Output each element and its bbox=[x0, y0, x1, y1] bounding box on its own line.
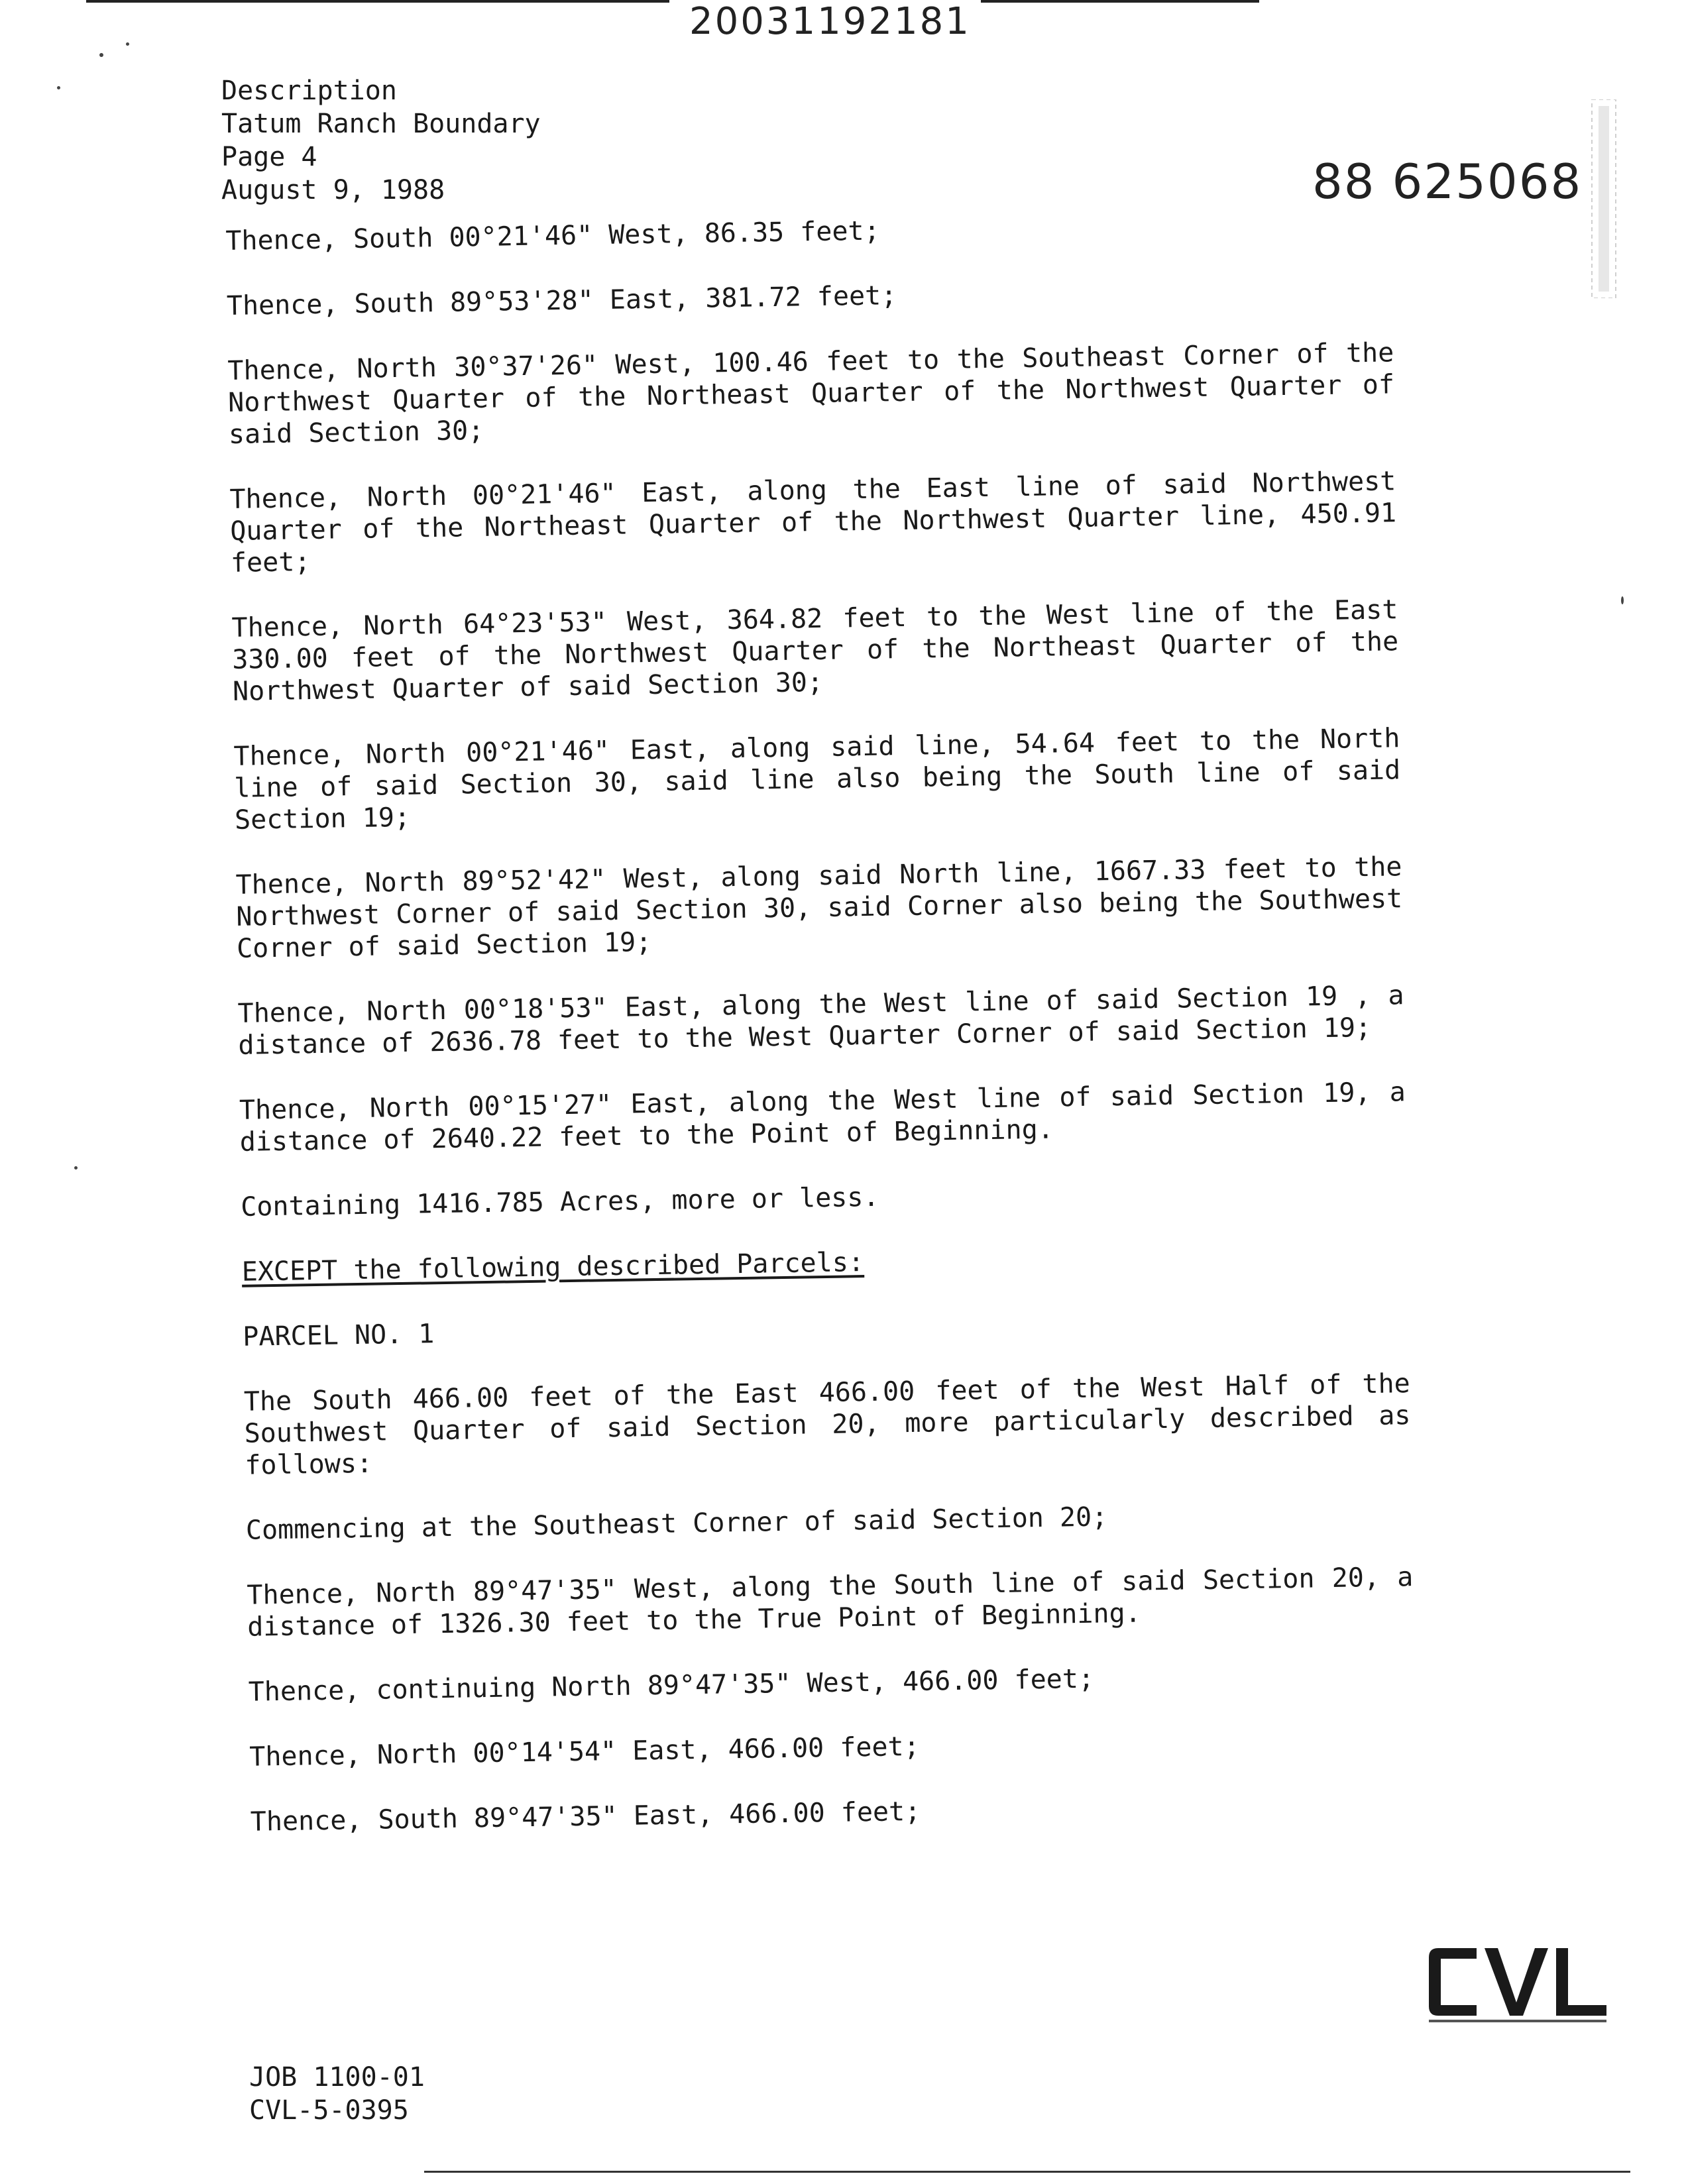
parcel-heading: PARCEL NO. 1 bbox=[242, 1319, 435, 1352]
top-rule-right bbox=[981, 0, 1259, 3]
parcel-paragraph: The South 466.00 feet of the East 466.00 feet of the West Half of the Southwest Quarter of said Section 20, more particularly described as follows: bbox=[243, 1368, 1411, 1481]
course-paragraph: Thence, North 00°15'27" East, along the West line of said Section 19, a distance of 2640.22 feet to the Point of Beginning. bbox=[239, 1077, 1406, 1158]
recording-number: 88 625068 bbox=[1312, 154, 1583, 209]
edge-stamp-mark bbox=[1588, 99, 1620, 298]
course-paragraph: Thence, North 89°52'42" West, along said North line, 1667.33 feet to the Northwest Corner of said Section 30, said Corner also being the Southwest Corner of said Section 19; bbox=[235, 851, 1403, 964]
except-heading: EXCEPT the following described Parcels: bbox=[241, 1247, 865, 1287]
header-block bbox=[221, 74, 541, 207]
parcel-paragraph: Commencing at the Southeast Corner of said Section 20; bbox=[245, 1502, 1108, 1546]
header-title: Tatum Ranch Boundary bbox=[221, 109, 541, 139]
scan-speck bbox=[126, 42, 129, 46]
document-number: 20031192181 bbox=[689, 0, 971, 43]
scan-speck bbox=[1621, 596, 1624, 604]
course-paragraph: Thence, North 00°21'46" East, along said line, 54.64 feet to the North line of said Section 30, said line also being the South line of said Section 19; bbox=[233, 723, 1401, 836]
acreage-statement: Containing 1416.785 Acres, more or less. bbox=[240, 1181, 879, 1223]
parcel-paragraph: Thence, South 89°47'35" East, 466.00 feet; bbox=[250, 1796, 921, 1837]
parcel-paragraph: Thence, continuing North 89°47'35" West, 466.00 feet; bbox=[248, 1663, 1095, 1708]
course-paragraph: Thence, North 64°23'53" West, 364.82 feet to the West line of the East 330.00 feet of the Northwest Quarter of the Northeast Quarter of the Northwest Quarter of said Section 30; bbox=[231, 594, 1399, 707]
header-page: Page 4 bbox=[221, 142, 317, 172]
cvl-logo bbox=[1425, 1941, 1610, 2028]
course-paragraph: Thence, South 89°53'28" East, 381.72 feet; bbox=[226, 280, 897, 321]
header-date: August 9, 1988 bbox=[221, 175, 445, 205]
course-paragraph: Thence, North 30°37'26" West, 100.46 feet to the Southeast Corner of the Northwest Quarter of the Northeast Quarter of the Northwest Quarter of said Section 30; bbox=[227, 337, 1395, 450]
scan-speck bbox=[57, 86, 60, 89]
header-description: Description bbox=[221, 76, 397, 106]
legal-description-body bbox=[225, 207, 1418, 1871]
bottom-rule bbox=[424, 2171, 1630, 2173]
parcel-paragraph: Thence, North 00°14'54" East, 466.00 feet; bbox=[249, 1731, 921, 1773]
job-number: JOB 1100-01 bbox=[249, 2062, 425, 2093]
document-code: CVL-5-0395 bbox=[249, 2095, 409, 2126]
parcel-paragraph: Thence, North 89°47'35" West, along the South line of said Section 20, a distance of 1326.30 feet to the True Point of Beginning. bbox=[247, 1562, 1414, 1643]
scan-speck bbox=[74, 1166, 78, 1170]
scan-speck bbox=[99, 53, 103, 57]
course-paragraph: Thence, South 00°21'46" West, 86.35 feet; bbox=[225, 215, 880, 256]
course-paragraph: Thence, North 00°21'46" East, along the East line of said Northwest Quarter of the Northeast Quarter of the Northwest Quarter line, 450.91 feet; bbox=[229, 466, 1397, 578]
footer-block bbox=[249, 2061, 425, 2127]
course-paragraph: Thence, North 00°18'53" East, along the West line of said Section 19 , a distance of 2636.78 feet to the West Quarter Corner of said Section 19; bbox=[237, 980, 1404, 1061]
top-rule-left bbox=[86, 0, 669, 3]
